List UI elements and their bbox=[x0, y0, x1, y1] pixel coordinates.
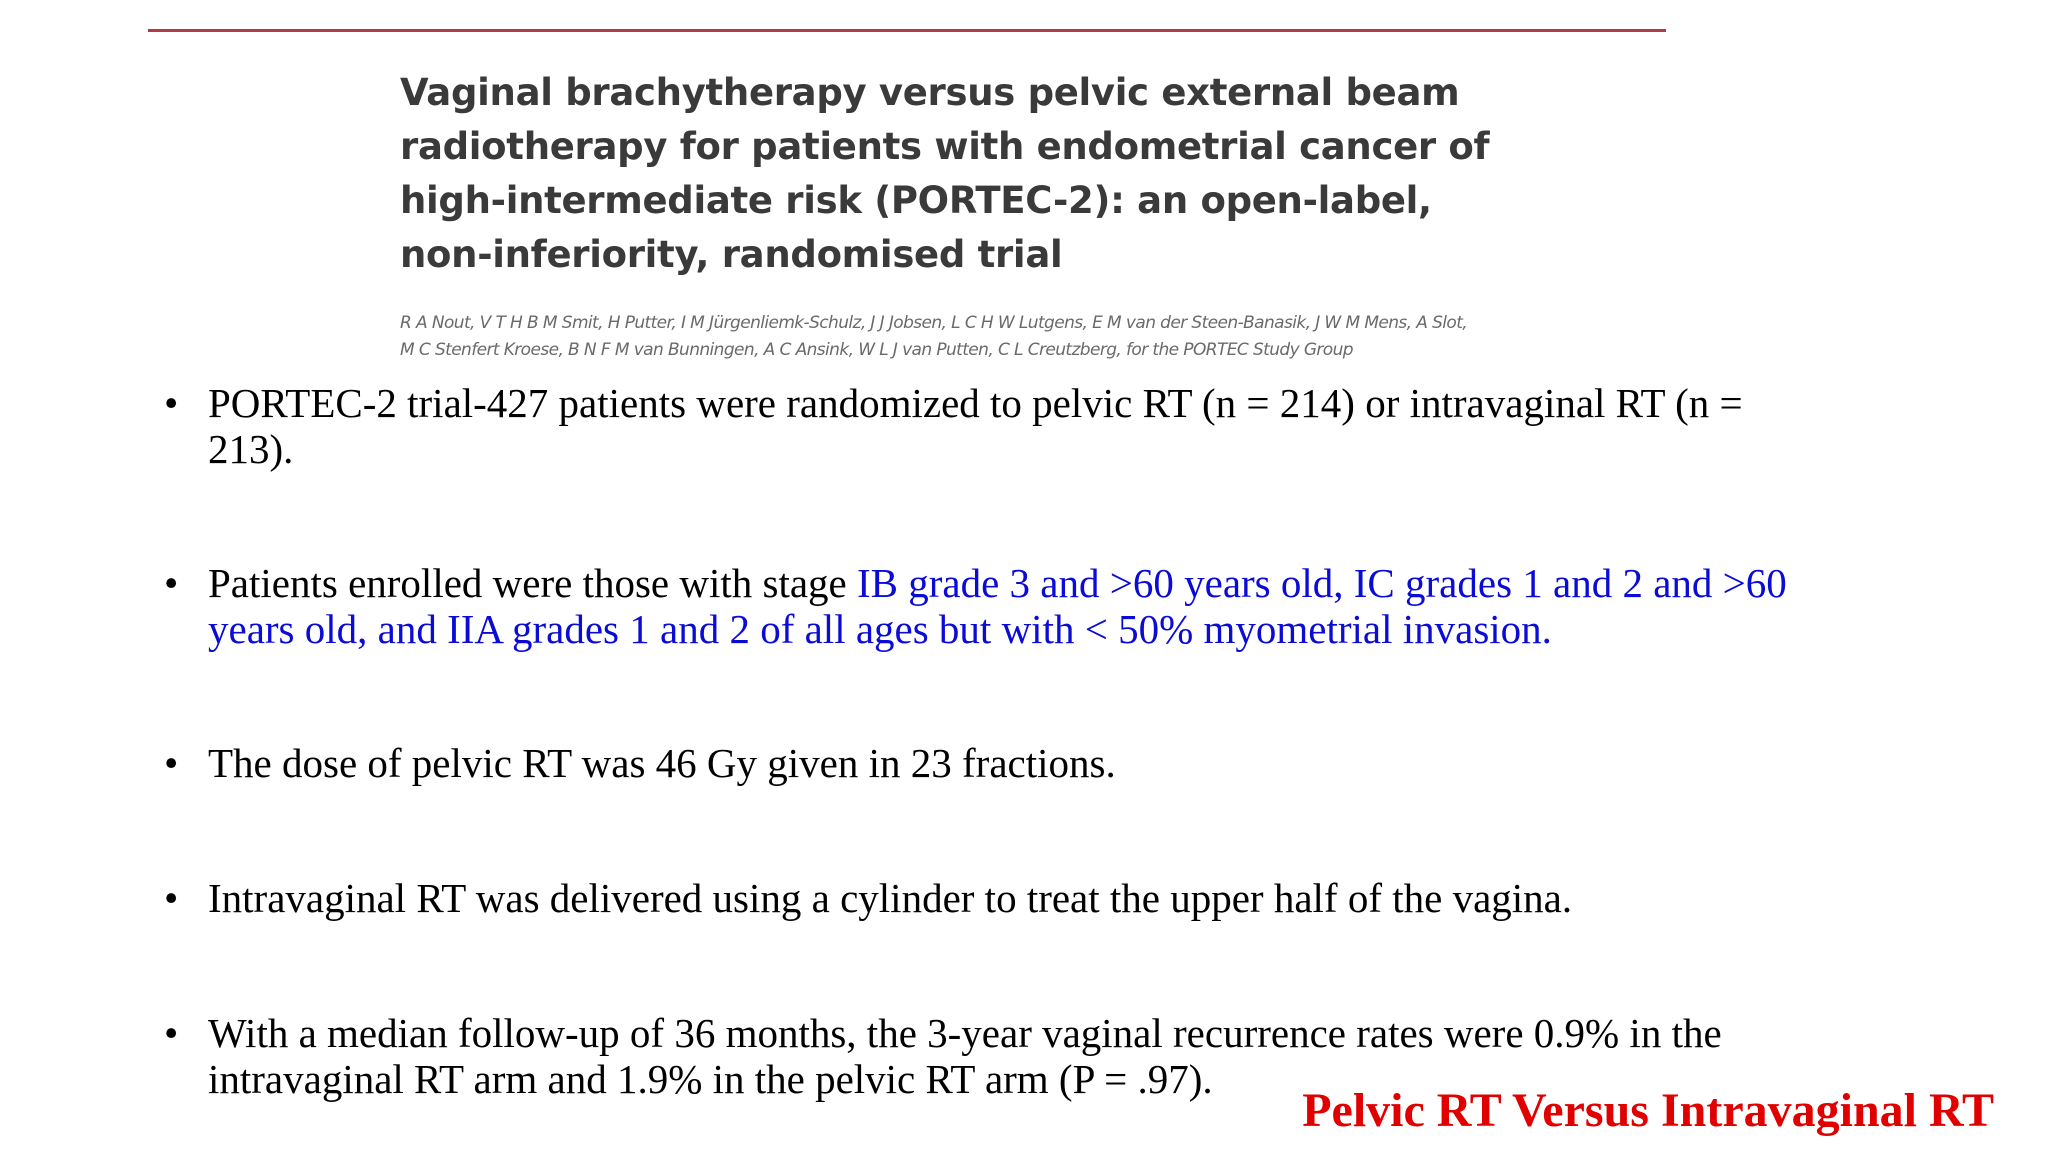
slide-footer-title: Pelvic RT Versus Intravaginal RT bbox=[1302, 1084, 1994, 1137]
article-title-line: Vaginal brachytherapy versus pelvic external beam bbox=[400, 71, 1460, 114]
bullet-text bbox=[208, 740, 1868, 786]
article-title-line: high-intermediate risk (PORTEC-2): an open-label, bbox=[400, 179, 1432, 222]
bullet-marker: • bbox=[164, 380, 179, 426]
bullet-text-line: The dose of pelvic RT was 46 Gy given in 23 fractions. bbox=[208, 740, 1116, 786]
bullet-text-plain: Patients enrolled were those with stage bbox=[208, 560, 857, 606]
bullet-marker: • bbox=[164, 740, 179, 786]
article-title-line: radiotherapy for patients with endometrial cancer of bbox=[400, 125, 1490, 168]
article-title bbox=[400, 66, 1600, 282]
bullet-text-highlight: IB grade 3 and >60 years old, IC grades 1 and 2 and >60 bbox=[857, 560, 1787, 606]
article-header-image bbox=[400, 66, 1600, 364]
bullet-marker: • bbox=[164, 560, 179, 606]
bullet-marker: • bbox=[164, 1010, 179, 1056]
bullet-marker: • bbox=[164, 875, 179, 921]
bullet-text-line bbox=[208, 560, 1868, 606]
bullet-text-line: With a median follow-up of 36 months, the 3-year vaginal recurrence rates were 0.9% in the bbox=[208, 1010, 1722, 1056]
article-title-line: non-inferiority, randomised trial bbox=[400, 233, 1063, 276]
bullet-text-highlight: years old, and IIA grades 1 and 2 of all ages but with < 50% myometrial invasion. bbox=[208, 606, 1552, 652]
article-authors bbox=[400, 310, 1600, 364]
bullet-text bbox=[208, 875, 1868, 921]
author-line: R A Nout, V T H B M Smit, H Putter, I M Jürgenliemk-Schulz, J J Jobsen, L C H W Lutgens, E M van der Steen-Banasik, J W M Mens, A Slot, bbox=[400, 313, 1468, 333]
bullet-text-line: Intravaginal RT was delivered using a cylinder to treat the upper half of the vagina. bbox=[208, 875, 1573, 921]
bullet-text-line: PORTEC-2 trial-427 patients were randomized to pelvic RT (n = 214) or intravaginal RT (n = bbox=[208, 380, 1743, 426]
bullet-text-line: intravaginal RT arm and 1.9% in the pelvic RT arm (P = .97). bbox=[208, 1056, 1213, 1102]
bullet-text bbox=[208, 380, 1868, 472]
top-divider-rule bbox=[148, 29, 1666, 32]
bullet-text-line: 213). bbox=[208, 426, 294, 472]
author-line: M C Stenfert Kroese, B N F M van Bunningen, A C Ansink, W L J van Putten, C L Creutzberg, for the PORTEC Study Group bbox=[400, 340, 1353, 360]
bullet-text bbox=[208, 560, 1868, 652]
